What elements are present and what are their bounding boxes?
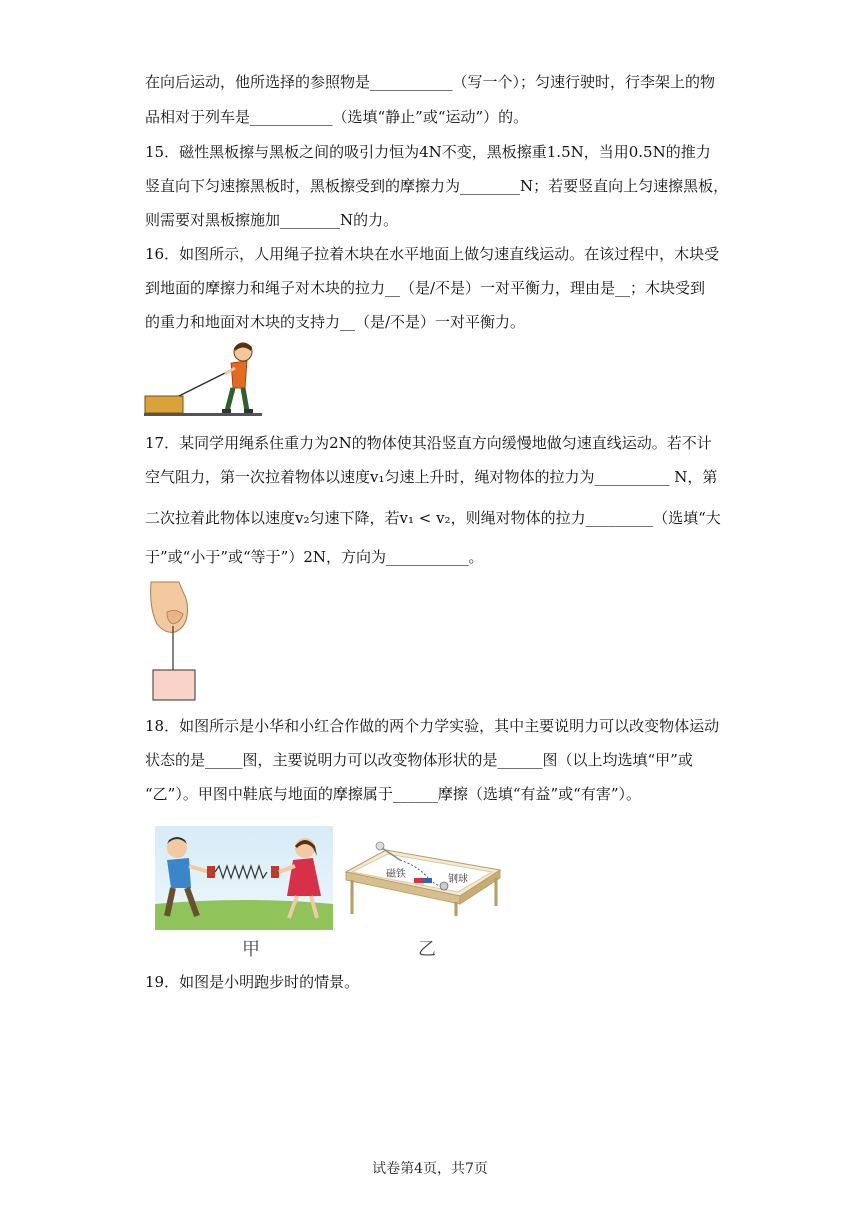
- magnet-ball-figure: [342, 836, 504, 918]
- hand-holding-block-figure: [145, 578, 201, 702]
- question-16-line-3: 的重力和地面对木块的支持力__（是/不是）一对平衡力。: [145, 313, 526, 331]
- question-15-line-3: 则需要对黑板擦施加________N的力。: [145, 211, 399, 229]
- question-18-line-3: “乙”）。甲图中鞋底与地面的摩擦属于______摩擦（选填“有益”或“有害”）。: [145, 785, 642, 803]
- spring-pull-figure: [155, 826, 333, 930]
- figure-caption-jia: 甲: [242, 939, 260, 960]
- question-17-line-2: 空气阻力，第一次拉着物体以速度v₁匀速上升时，绳对物体的拉力为__________ N，第: [145, 468, 718, 486]
- question-16-line-1: 16．如图所示，人用绳子拉着木块在水平地面上做匀速直线运动。在该过程中，木块受: [145, 245, 720, 263]
- page-footer: 试卷第4页，共7页: [372, 1161, 488, 1177]
- question-15-line-2: 竖直向下匀速擦黑板时，黑板擦受到的摩擦力为________N；若要竖直向上匀速擦黑板，: [145, 177, 729, 195]
- question-18-line-1: 18．如图所示是小华和小红合作做的两个力学实验，其中主要说明力可以改变物体运动: [145, 717, 720, 735]
- question-17-line-1: 17．某同学用绳系住重力为2N的物体使其沿竖直方向缓慢地做匀速直线运动。若不计: [145, 434, 712, 452]
- pulling-block-figure: [143, 338, 265, 418]
- steel-ball-label: 钢球: [448, 874, 468, 885]
- text-line-2: 品相对于列车是___________（选填“静止”或“运动”）的。: [145, 108, 529, 126]
- question-17-line-3: 二次拉着此物体以速度v₂匀速下降，若v₁ < v₂，则绳对物体的拉力_________（选填“大: [145, 509, 721, 527]
- text-line-1: 在向后运动，他所选择的参照物是___________（写一个）；匀速行驶时，行李架上的物: [145, 73, 716, 91]
- question-15-line-1: 15．磁性黑板擦与黑板之间的吸引力恒为4N不变，黑板擦重1.5N，当用0.5N的推力: [145, 143, 711, 161]
- figure-caption-yi: 乙: [418, 939, 436, 960]
- question-19-line-1: 19．如图是小明跑步时的情景。: [145, 973, 360, 991]
- question-16-line-2: 到地面的摩擦力和绳子对木块的拉力__（是/不是）一对平衡力，理由是__；木块受到: [145, 279, 706, 297]
- question-18-line-2: 状态的是_____图，主要说明力可以改变物体形状的是______图（以上均选填“甲”或: [145, 751, 693, 769]
- question-17-line-4: 于”或“小于”或“等于”）2N，方向为___________。: [145, 548, 484, 566]
- magnet-label: 磁铁: [386, 869, 406, 880]
